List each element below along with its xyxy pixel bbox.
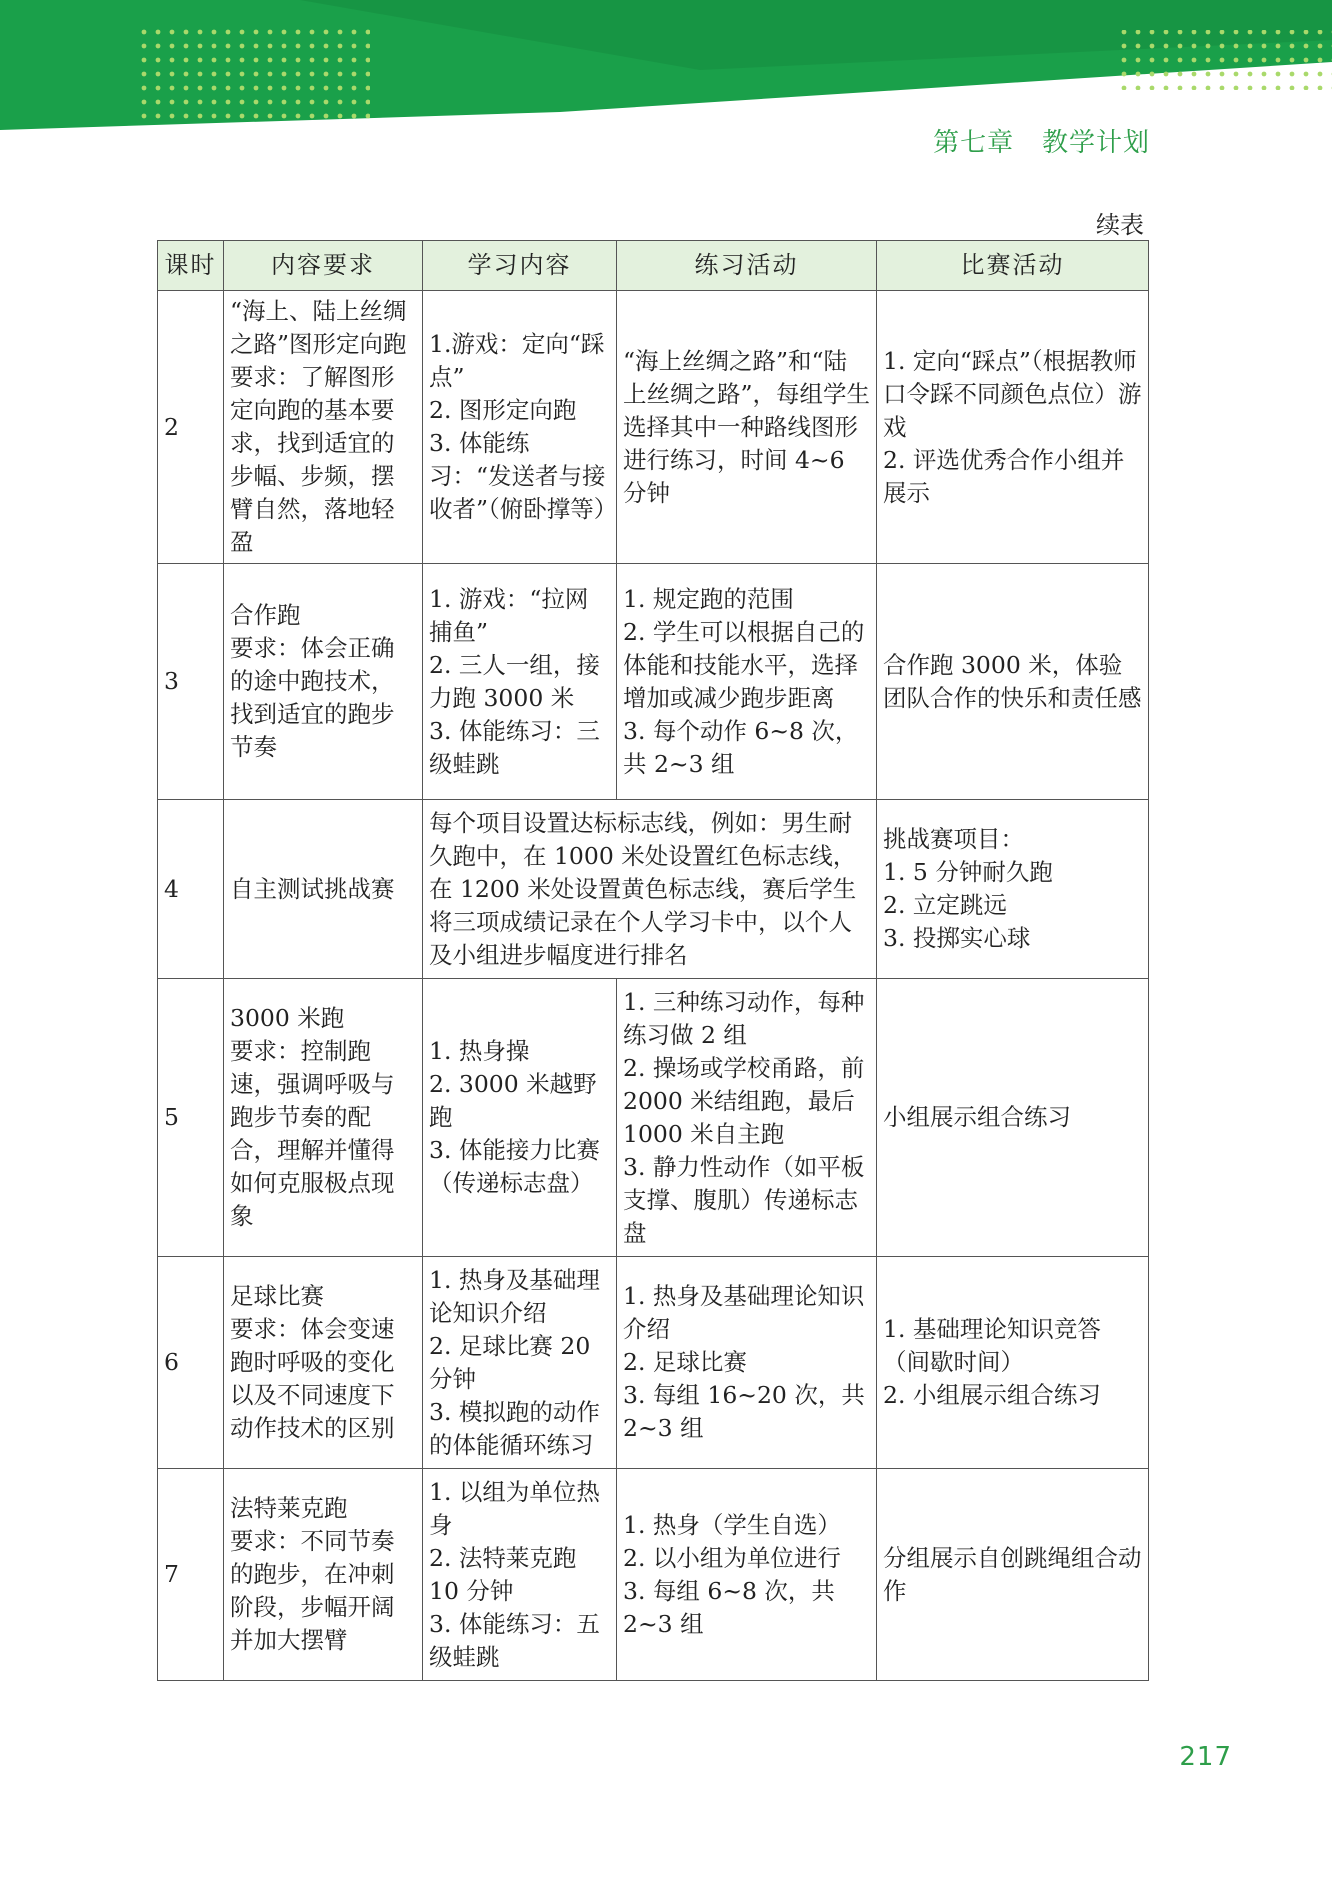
requirement-line: 自主测试挑战赛 xyxy=(230,874,395,903)
requirement-cell xyxy=(224,291,423,564)
learning-line: 1. 游戏：“拉网捕鱼” xyxy=(429,584,589,646)
learning-line: 2. 足球比赛 20 分钟 xyxy=(429,1331,591,1393)
table-row xyxy=(158,800,1149,979)
page-number: 217 xyxy=(1179,1742,1232,1772)
lesson-number: 7 xyxy=(158,1469,224,1681)
practice-cell xyxy=(617,1469,877,1681)
learning-line: 2. 三人一组，接力跑 3000 米 xyxy=(429,650,600,712)
lesson-number: 3 xyxy=(158,564,224,800)
practice-cell xyxy=(617,979,877,1257)
learning-line: 2. 法特莱克跑 10 分钟 xyxy=(429,1543,577,1605)
table-row xyxy=(158,979,1149,1257)
lesson-number: 4 xyxy=(158,800,224,979)
competition-cell xyxy=(877,1257,1149,1469)
table-header-row xyxy=(158,241,1149,291)
competition-line: 分组展示自创跳绳组合动作 xyxy=(883,1543,1142,1605)
practice-line: 2. 以小组为单位进行 xyxy=(623,1543,841,1572)
learning-line: 1. 热身及基础理论知识介绍 xyxy=(429,1265,600,1327)
practice-line: 2. 足球比赛 xyxy=(623,1348,747,1376)
lesson-number: 6 xyxy=(158,1257,224,1469)
header-banner xyxy=(0,0,1332,135)
learning-line: 3. 体能练习：“发送者与接收者”（俯卧撑等） xyxy=(429,429,618,523)
practice-line: 2. 操场或学校甬路，前 2000 米结组跑，最后 1000 米自主跑 xyxy=(623,1053,865,1148)
learning-line: 3. 模拟跑的动作的体能循环练习 xyxy=(429,1397,600,1459)
requirement-line: 法特莱克跑 xyxy=(230,1494,348,1522)
header-lesson: 课时 xyxy=(158,241,224,291)
learning-cell xyxy=(423,1257,617,1469)
table-continued-label: 续表 xyxy=(1096,211,1144,239)
competition-cell xyxy=(877,800,1149,979)
competition-line: 合作跑 3000 米，体验团队合作的快乐和责任感 xyxy=(883,650,1142,712)
practice-line: 3. 每组 16~20 次，共 2~3 组 xyxy=(623,1381,865,1442)
learning-line: 3. 体能练习：三级蛙跳 xyxy=(429,716,600,778)
learning-line: 1. 以组为单位热身 xyxy=(429,1477,600,1539)
requirement-cell xyxy=(224,1257,423,1469)
competition-cell xyxy=(877,1469,1149,1681)
chapter-number: 第七章 xyxy=(933,128,1015,158)
learning-cell xyxy=(423,979,617,1257)
lesson-plan-table xyxy=(157,240,1149,1681)
requirement-line: 足球比赛 xyxy=(230,1282,324,1310)
requirement-line: 合作跑 xyxy=(230,601,301,629)
competition-line: 2. 评选优秀合作小组并展示 xyxy=(883,445,1125,507)
requirement-cell xyxy=(224,800,423,979)
header-learning: 学习内容 xyxy=(423,241,617,291)
practice-line: 3. 每组 6~8 次，共 2~3 组 xyxy=(623,1576,835,1638)
practice-line: 1. 热身及基础理论知识介绍 xyxy=(623,1282,865,1343)
practice-line: 3. 每个动作 6~8 次，共 2~3 组 xyxy=(623,716,859,778)
chapter-title xyxy=(933,122,1150,159)
practice-line: 1. 规定跑的范围 xyxy=(623,584,794,613)
learning-cell xyxy=(423,1469,617,1681)
learning-cell xyxy=(423,291,617,564)
practice-cell xyxy=(617,1257,877,1469)
learning-line: 2. 3000 米越野跑 xyxy=(429,1070,597,1131)
requirement-cell xyxy=(224,564,423,800)
practice-line: 3. 静力性动作（如平板支撑、腹肌）传递标志盘 xyxy=(623,1152,865,1247)
dot-pattern-right xyxy=(1120,30,1332,90)
practice-cell xyxy=(617,564,877,800)
lesson-number: 2 xyxy=(158,291,224,564)
learning-practice-line: 每个项目设置达标标志线，例如：男生耐久跑中，在 1000 米处设置红色标志线，在 1200 米处设置黄色标志线，赛后学生将三项成绩记录在个人学习卡中，以个人及小组进步幅度进行排名 xyxy=(429,808,857,969)
learning-practice-cell xyxy=(423,800,877,979)
dot-pattern-left xyxy=(135,28,370,126)
requirement-line: 要求：不同节奏的跑步，在冲刺阶段，步幅开阔并加大摆臂 xyxy=(230,1527,395,1654)
lesson-number: 5 xyxy=(158,979,224,1257)
table-row xyxy=(158,291,1149,564)
competition-line: 2. 立定跳远 xyxy=(883,891,1007,919)
competition-line: 3. 投掷实心球 xyxy=(883,924,1031,952)
competition-line: 挑战赛项目： xyxy=(883,825,1024,853)
learning-line: 2. 图形定向跑 xyxy=(429,396,577,424)
learning-cell xyxy=(423,564,617,800)
competition-line: 1. 定向“踩点”（根据教师口令踩不同颜色点位）游戏 xyxy=(883,346,1142,441)
chapter-name: 教学计划 xyxy=(1041,128,1150,158)
competition-cell xyxy=(877,564,1149,800)
table-row xyxy=(158,1257,1149,1469)
practice-cell xyxy=(617,291,877,564)
competition-cell xyxy=(877,979,1149,1257)
competition-line: 1. 5 分钟耐久跑 xyxy=(883,858,1053,886)
table-row xyxy=(158,564,1149,800)
learning-line: 1.游戏：定向“踩点” xyxy=(429,330,605,391)
requirement-cell xyxy=(224,1469,423,1681)
learning-line: 3. 体能练习：五级蛙跳 xyxy=(429,1609,600,1671)
competition-cell xyxy=(877,291,1149,564)
requirement-line: 要求：体会正确的途中跑技术，找到适宜的跑步节奏 xyxy=(230,634,395,761)
header-practice: 练习活动 xyxy=(617,241,877,291)
requirement-line: 要求：控制跑速，强调呼吸与跑步节奏的配合，理解并懂得如何克服极点现象 xyxy=(230,1037,395,1230)
competition-line: 小组展示组合练习 xyxy=(883,1103,1071,1131)
practice-line: 2. 学生可以根据自己的体能和技能水平，选择增加或减少跑步距离 xyxy=(623,617,865,712)
header-requirement: 内容要求 xyxy=(224,241,423,291)
requirement-line: “海上、陆上丝绸之路”图形定向跑 xyxy=(230,297,407,358)
requirement-line: 要求：体会变速跑时呼吸的变化以及不同速度下动作技术的区别 xyxy=(230,1315,395,1442)
practice-line: 1. 热身（学生自选） xyxy=(623,1510,841,1539)
requirement-cell xyxy=(224,979,423,1257)
competition-line: 2. 小组展示组合练习 xyxy=(883,1381,1101,1409)
competition-line: 1. 基础理论知识竞答（间歇时间） xyxy=(883,1315,1101,1376)
requirement-line: 要求：了解图形定向跑的基本要求，找到适宜的步幅、步频，摆臂自然，落地轻盈 xyxy=(230,363,395,556)
table-row xyxy=(158,1469,1149,1681)
learning-line: 1. 热身操 xyxy=(429,1037,530,1065)
learning-line: 3. 体能接力比赛（传递标志盘） xyxy=(429,1136,600,1197)
practice-line: 1. 三种练习动作，每种练习做 2 组 xyxy=(623,987,865,1049)
practice-line: “海上丝绸之路”和“陆上丝绸之路”，每组学生选择其中一种路线图形进行练习，时间 4~6 分钟 xyxy=(623,346,871,507)
requirement-line: 3000 米跑 xyxy=(230,1004,345,1032)
header-competition: 比赛活动 xyxy=(877,241,1149,291)
